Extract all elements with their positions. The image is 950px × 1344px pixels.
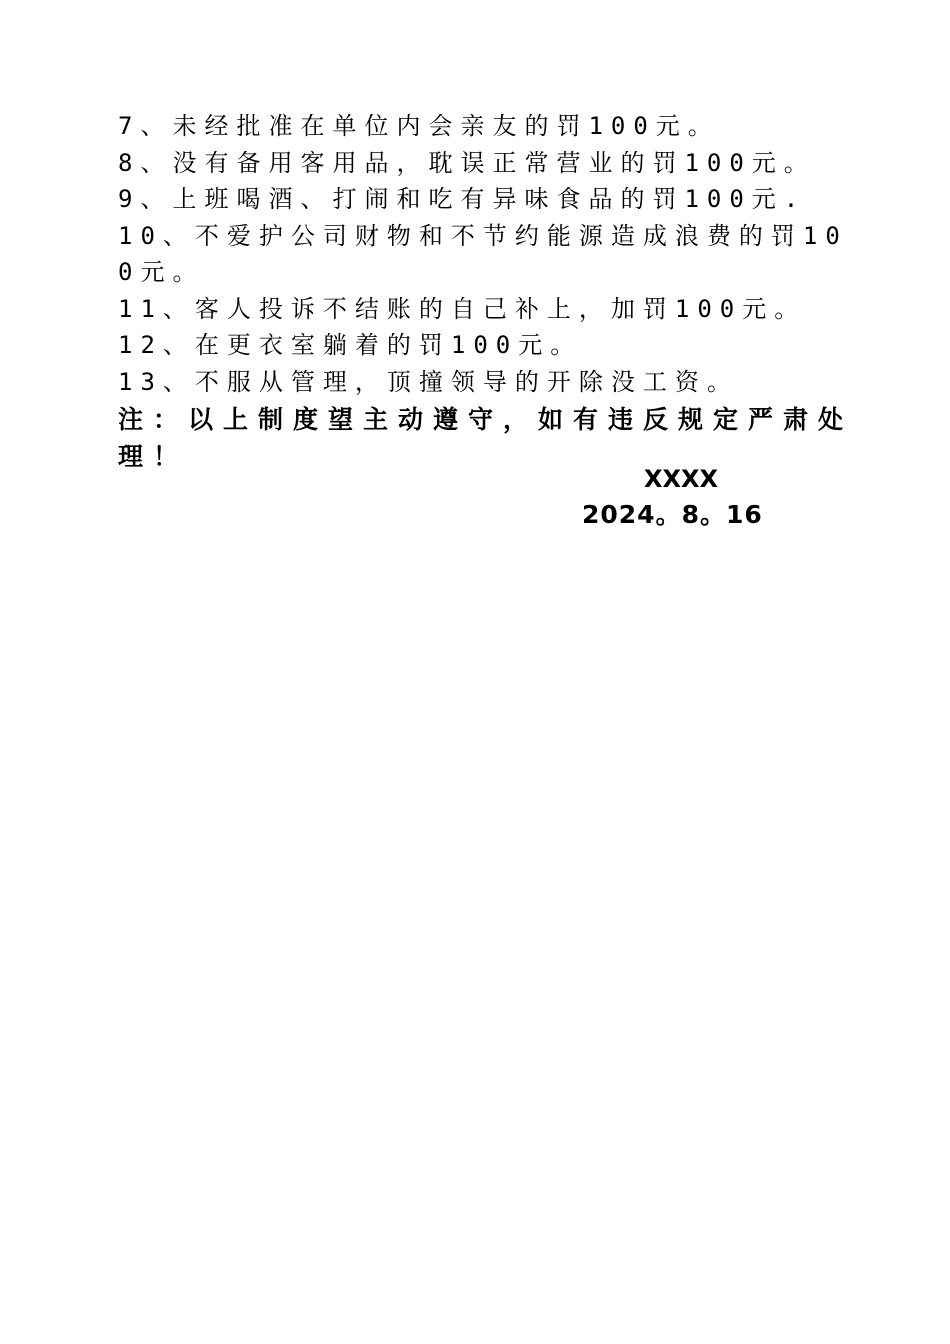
rule-item-9: 9、上班喝酒、打闹和吃有异味食品的罚100元. (118, 185, 807, 213)
document-date: 2024。8。16 (582, 500, 763, 529)
rule-item-7: 7、未经批准在单位内会亲友的罚100元。 (118, 112, 720, 140)
signer-name: XXXX (644, 465, 719, 493)
rule-item-8: 8、没有备用客用品，耽误正常营业的罚100元。 (118, 148, 816, 177)
rule-item-13: 13、不服从管理，顶撞领导的开除没工资。 (118, 367, 739, 396)
rule-item-10: 10、不爱护公司财物和不节约能源造成浪费的罚100元。 (118, 221, 848, 286)
rule-item-11: 11、客人投诉不结账的自己补上，加罚100元。 (118, 294, 807, 323)
rules-section (118, 108, 858, 475)
rule-item-12: 12、在更衣室躺着的罚100元。 (118, 331, 583, 359)
closing-note: 注：以上制度望主动遵守，如有违反规定严肃处理！ (118, 405, 854, 471)
